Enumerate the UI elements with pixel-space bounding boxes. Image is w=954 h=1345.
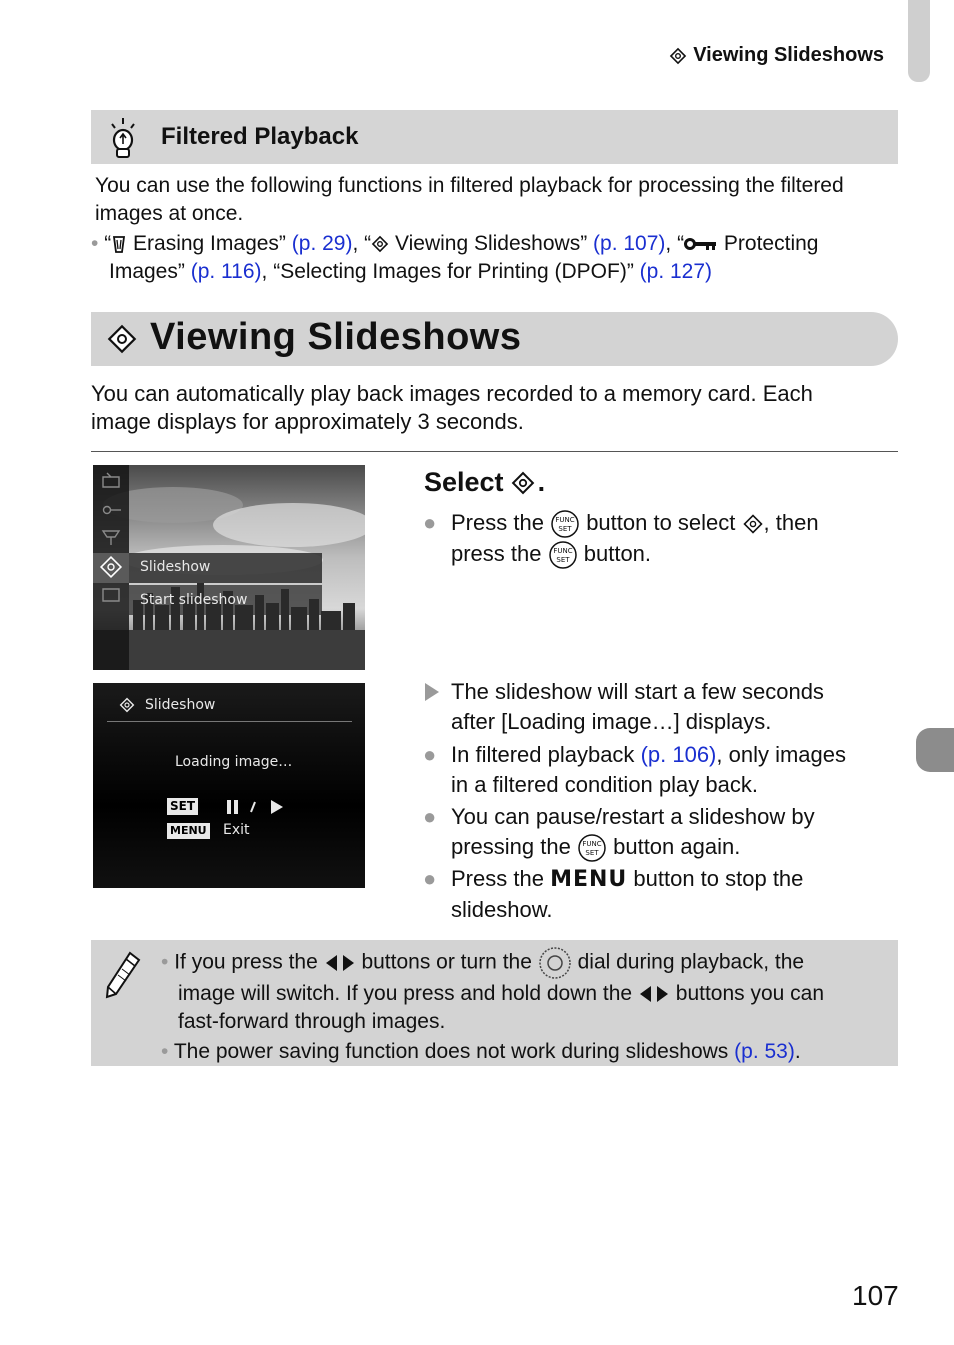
page-number: 107 [852, 1280, 899, 1311]
link-p106[interactable]: (p. 106) [640, 742, 717, 767]
func-set-button-icon [577, 833, 607, 863]
slideshow-icon [371, 235, 389, 253]
section-intro: You can automatically play back images recorded to a memory card. Each image displays for approximately 3 seconds. [91, 381, 813, 434]
step-bullet-5: ● Press the MENU button to stop the slideshow. [423, 866, 804, 922]
running-header [669, 44, 884, 67]
divider [91, 451, 898, 452]
menu-item-start-slideshow: Start slideshow [140, 592, 248, 608]
svg-text:SET: SET [556, 556, 570, 565]
link-p29[interactable]: (p. 29) [291, 232, 353, 255]
protect-key-icon [684, 237, 718, 251]
lightbulb-icon [106, 116, 140, 160]
circle-bullet: ● [423, 866, 437, 891]
link-p127[interactable]: (p. 127) [639, 260, 713, 283]
step-title: Select . [424, 467, 546, 497]
circle-bullet: ● [423, 510, 437, 535]
chapter-tab-top [908, 0, 930, 82]
slideshow-icon [510, 470, 536, 496]
skyline-photo [93, 465, 365, 670]
svg-text:FUNC: FUNC [555, 516, 575, 525]
slideshow-icon [669, 47, 687, 65]
result-arrow-icon [423, 682, 441, 702]
slideshow-icon [742, 513, 764, 535]
func-set-button-icon [548, 540, 578, 570]
svg-text:SET: SET [558, 525, 572, 534]
filtered-functions-list: • “ Erasing Images” (p. 29), “ Viewing Slideshows” (p. 107), “ Protecting Images” (p. 116), “Selecting Images for Printing (DPOF)” (p. 127) [91, 232, 819, 283]
circle-bullet: ● [423, 804, 437, 829]
filtered-playback-intro: You can use the following functions in filtered playback for processing the filtered images at once. [95, 174, 844, 225]
svg-text:FUNC: FUNC [582, 840, 602, 849]
camera-screen-slideshow [93, 683, 365, 888]
step-bullet-4: ● You can pause/restart a slideshow by pressing the FUNC SET button again. [451, 802, 815, 863]
set-button-label: SET [167, 798, 198, 815]
bullet: • [161, 950, 175, 974]
control-dial-icon [538, 946, 572, 980]
menu-button-label: MENU [167, 823, 210, 839]
erase-icon [111, 234, 127, 254]
slideshow-screen-title: Slideshow [145, 697, 216, 713]
chapter-tab [916, 728, 954, 772]
step-bullet-1: ● Press the FUNC SET button to select , then press the FUNC SET button. [451, 508, 819, 570]
link-p53[interactable]: (p. 53) [734, 1040, 795, 1063]
screen-divider [107, 721, 352, 722]
link-p116[interactable]: (p. 116) [190, 260, 262, 283]
left-right-arrows-icon [324, 954, 356, 972]
camera-screen-menu [93, 465, 365, 670]
menu-button-glyph: MENU [550, 867, 628, 892]
circle-bullet: ● [423, 742, 437, 767]
func-set-button-icon [550, 509, 580, 539]
left-right-arrows-icon [638, 985, 670, 1003]
step-bullet-2: The slideshow will start a few seconds after [Loading image…] displays. [451, 677, 824, 737]
header-label: Viewing Slideshows [693, 44, 884, 66]
link-p107[interactable]: (p. 107) [593, 232, 666, 255]
slideshow-icon [119, 697, 135, 713]
section-title: Viewing Slideshows [150, 316, 522, 358]
slideshow-icon [106, 322, 138, 356]
bullet: • [91, 232, 105, 255]
svg-text:SET: SET [585, 849, 599, 858]
step-bullet-3: ● In filtered playback (p. 106), only images in a filtered condition play back. [423, 742, 847, 797]
svg-text:FUNC: FUNC [552, 547, 573, 556]
exit-label: Exit [223, 822, 250, 838]
menu-item-slideshow: Slideshow [140, 559, 211, 575]
filtered-playback-title: Filtered Playback [161, 123, 359, 150]
bullet: • [161, 1040, 174, 1063]
note-text: • If you press the buttons or turn the dial during playback, the image will switch. If you press and hold down the buttons you can fast-forward through images. • The power saving function does not work during slideshows (p. 53). [161, 946, 891, 1066]
pencil-note-icon [104, 950, 142, 1000]
pause-play-icon [225, 798, 287, 816]
loading-text: Loading image… [175, 754, 293, 770]
